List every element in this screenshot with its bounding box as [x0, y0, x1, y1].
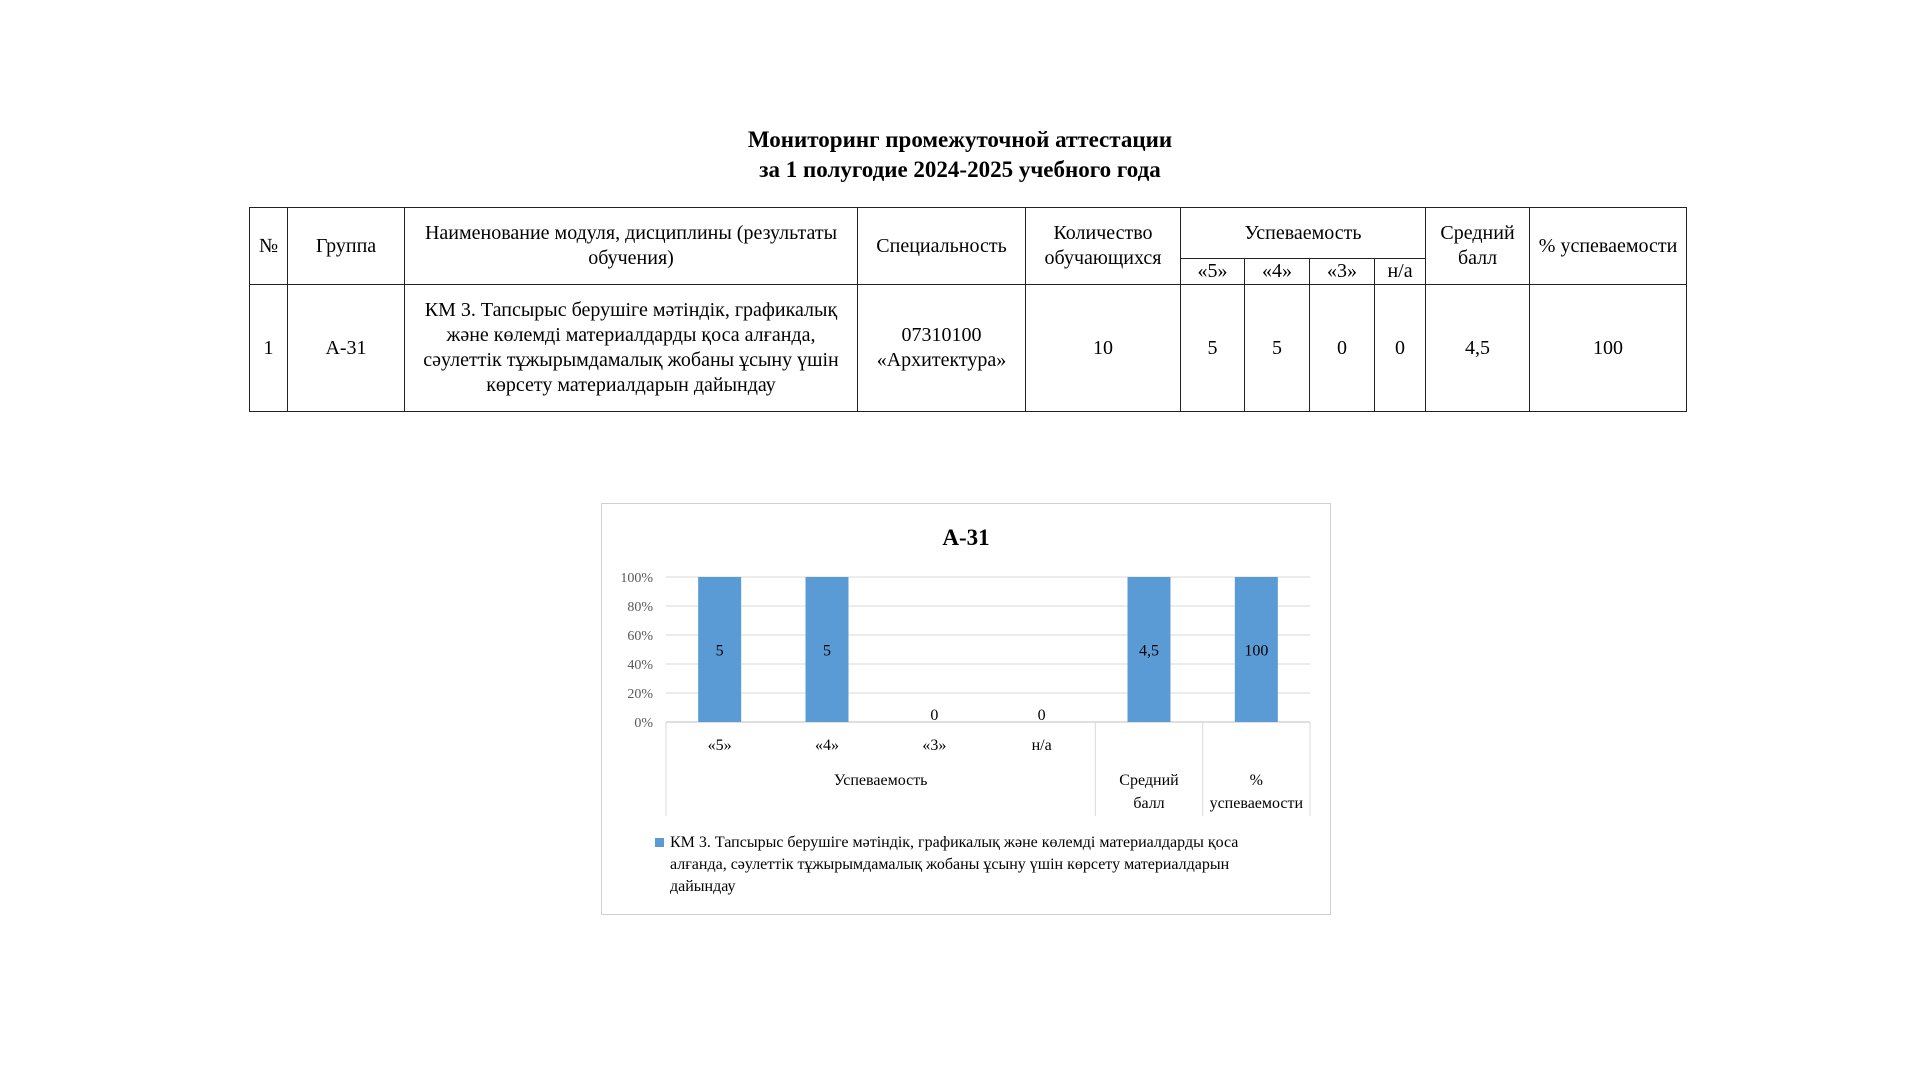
title-line-2: за 1 полугодие 2024-2025 учебного года	[759, 157, 1161, 182]
specialty-code: 07310100	[901, 324, 982, 346]
header-specialty: Специальность	[858, 208, 1026, 285]
legend-swatch	[655, 838, 664, 847]
specialty-name: «Архитектура»	[876, 349, 1007, 371]
cell-group: А-31	[288, 285, 405, 412]
data-label: 5	[715, 642, 724, 660]
header-progress: Успеваемость	[1181, 208, 1426, 259]
header-module: Наименование модуля, дисциплины (результаты обучения)	[405, 208, 858, 285]
header-group: Группа	[288, 208, 405, 285]
y-tick-label: 60%	[627, 629, 653, 644]
data-label: 0	[1037, 707, 1046, 724]
y-tick-label: 80%	[627, 600, 653, 615]
cell-count: 10	[1026, 285, 1181, 412]
table-row	[250, 285, 1687, 412]
cell-avg: 4,5	[1426, 285, 1530, 412]
data-label: 0	[930, 707, 939, 724]
legend-label: КМ 3. Тапсырыс берушіге мәтіндік, графикалық және көлемді материалдарды қоса алғанда, сәулеттік тұжырымдамалық жобаны ұсыну үшін көрсету материалдарын дайындау	[670, 834, 1239, 895]
header-grade-3: «3»	[1310, 259, 1375, 285]
header-grade-4: «4»	[1245, 259, 1310, 285]
chart-legend	[655, 832, 1295, 898]
cell-grade-3: 0	[1310, 285, 1375, 412]
attestation-table	[249, 207, 1687, 412]
data-label: 5	[823, 642, 831, 660]
data-label: 100	[1244, 642, 1269, 660]
group-label: Средний	[1119, 772, 1179, 789]
chart-title: А-31	[942, 525, 990, 550]
x-tick-label: н/а	[1031, 737, 1052, 754]
header-na: н/а	[1375, 259, 1426, 285]
group-label: балл	[1133, 795, 1165, 812]
header-count: Количество обучающихся	[1026, 208, 1181, 285]
header-pct: % успеваемости	[1530, 208, 1687, 285]
y-tick-label: 100%	[620, 571, 653, 586]
cell-grade-5: 5	[1181, 285, 1245, 412]
cell-grade-4: 5	[1245, 285, 1310, 412]
x-tick-label: «5»	[707, 737, 732, 754]
page-title	[0, 125, 1920, 185]
header-grade-5: «5»	[1181, 259, 1245, 285]
header-avg: Средний балл	[1426, 208, 1530, 285]
cell-na: 0	[1375, 285, 1426, 412]
x-tick-label: «3»	[922, 737, 947, 754]
data-label: 4,5	[1139, 642, 1159, 660]
header-num: №	[250, 208, 288, 285]
cell-module: КМ 3. Тапсырыс берушіге мәтіндік, графикалық және көлемді материалдарды қоса алғанда, сәулеттік тұжырымдамалық жобаны ұсыну үшін көрсету материалдарын дайындау	[405, 285, 858, 412]
cell-num: 1	[250, 285, 288, 412]
cell-specialty	[858, 285, 1026, 412]
group-label: Успеваемость	[833, 772, 928, 789]
title-line-1: Мониторинг промежуточной аттестации	[747, 127, 1173, 152]
y-tick-label: 0%	[634, 716, 653, 731]
group-label: успеваемости	[1209, 795, 1304, 812]
x-tick-label: «4»	[815, 737, 839, 754]
chart	[601, 503, 1331, 915]
cell-pct: 100	[1530, 285, 1687, 412]
group-label: %	[1249, 772, 1263, 789]
y-tick-label: 40%	[627, 658, 653, 673]
y-tick-label: 20%	[627, 687, 653, 702]
